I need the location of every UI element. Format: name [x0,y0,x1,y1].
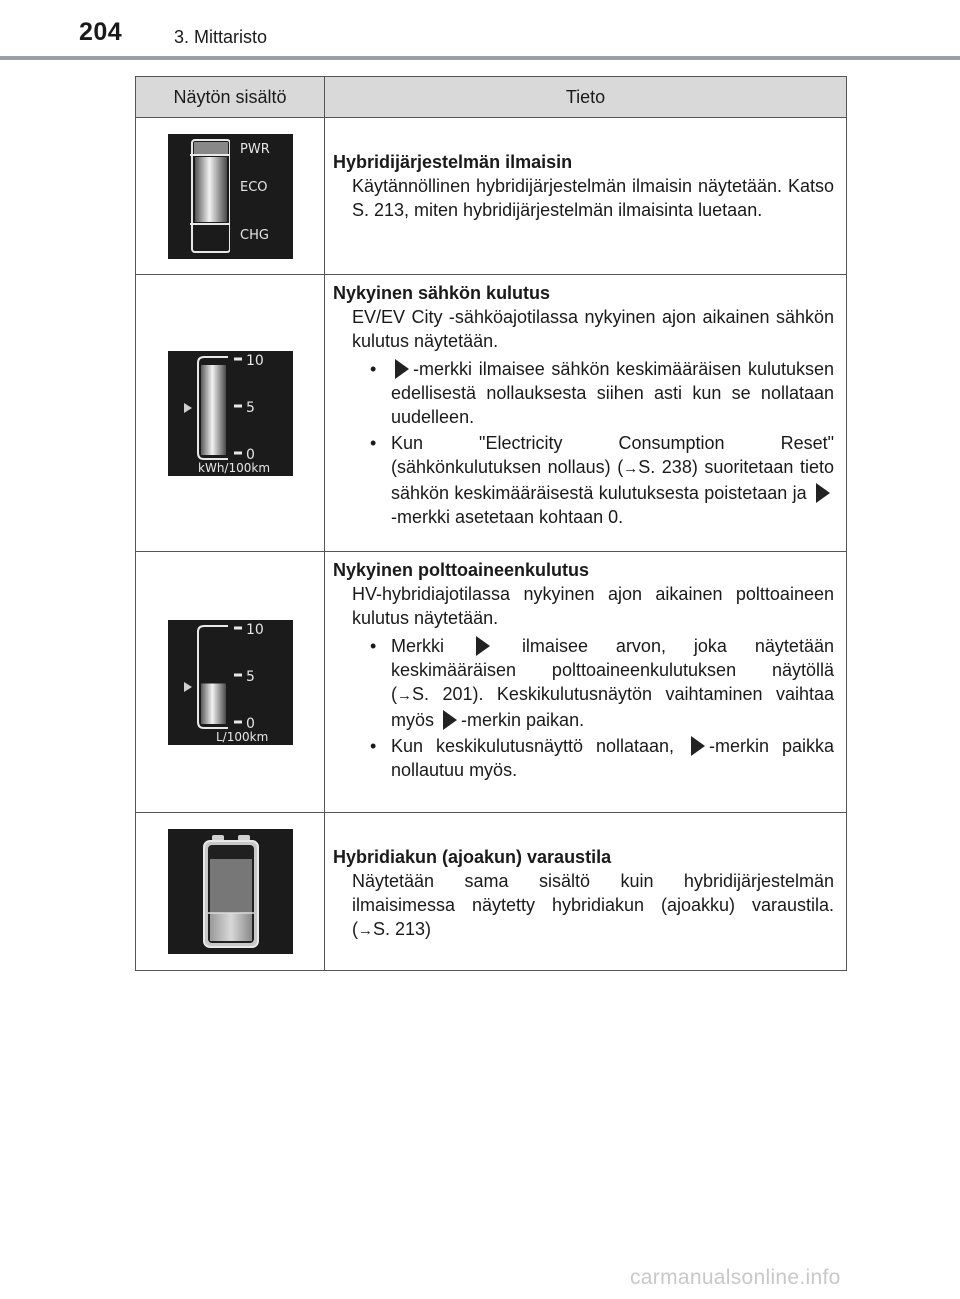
display-cell [136,813,325,971]
info-table [135,76,847,971]
row-body: HV-hybridiajotilassa nykyinen ajon aikainen polttoaineen kulutus näytetään. [352,584,834,628]
list-item: • Merkki ilmaisee arvon, joka näytetään keskimääräisen polttoaineenkulutuksen näytöllä (→S. 201). Keskikulutusnäytön vaihtaminen vaihtaa myös -merkin paikan. [370,634,834,732]
row-body: Käytännöllinen hybridijärjestelmän ilmaisin näytetään. Katso S. 213, miten hybridijärjestelmän ilmaisinta luetaan. [352,176,834,220]
header-rule [0,56,960,60]
info-cell [325,813,847,971]
tick-5: 5 [245,668,255,685]
marker-icon [184,682,192,692]
page-header [0,0,960,64]
col-info-header: Tieto [325,77,847,118]
unit-label: L/100km [215,729,268,744]
page-ref: S. 201 [412,684,473,704]
row-title: Nykyinen polttoaineenkulutus [333,560,590,580]
chg-label: CHG [239,227,269,243]
row-body: Näytetään sama sisältö kuin hybridijärjestelmän ilmaisimessa näytetty hybridiakun (ajoakku) varaustila. (→S. 213) [352,871,834,939]
page-ref: S. 213 [373,919,426,939]
table-row [136,275,847,552]
display-cell [136,275,325,552]
bullet-list [333,634,834,782]
tick-0: 0 [245,446,255,463]
marker-icon [691,736,705,756]
fuel-gauge-image [168,620,293,745]
info-cell [325,118,847,275]
table-header-row [136,77,847,118]
unit-label: kWh/100km [197,460,270,475]
row-body: EV/EV City -sähköajotilassa nykyinen ajon aikainen sähkön kulutus näytetään. [352,307,834,351]
list-item: • Kun "Electricity Consumption Reset" (sähkönkulutuksen nollaus) (→S. 238) suoritetaan tieto sähkön keskimääräisestä kulutuksesta poistetaan ja -merkki asetetaan kohtaan 0. [370,431,834,529]
tick-10: 10 [245,352,264,369]
row-title: Hybridijärjestelmän ilmaisin [333,152,573,172]
pwr-label: PWR [239,141,270,157]
list-item: • -merkki ilmaisee sähkön keskimääräisen kulutuksen edellisestä nollauksesta siihen asti kun se nollataan uudelleen. [370,357,834,429]
battery-image [168,829,293,954]
marker-icon [184,403,192,413]
marker-icon [395,359,409,379]
row-title: Hybridiakun (ajoakun) varaustila [333,847,612,867]
marker-icon [816,483,830,503]
chapter-title: 3. Mittaristo [174,27,268,47]
tick-10: 10 [245,621,264,638]
marker-icon [476,636,490,656]
watermark: carmanualsonline.info [630,1266,841,1289]
tick-5: 5 [245,399,255,416]
list-item: • Kun keskikulutusnäyttö nollataan, -merkin paikka nollautuu myös. [370,734,834,782]
table-row [136,552,847,813]
info-cell [325,552,847,813]
col-display-header: Näytön sisältö [136,77,325,118]
page-number: 204 [79,18,123,46]
table-row [136,813,847,971]
page-ref: S. 238 [638,457,692,477]
bullet-list [333,357,834,529]
display-cell [136,118,325,275]
marker-icon [443,710,457,730]
display-cell [136,552,325,813]
tick-0: 0 [245,715,255,732]
row-title: Nykyinen sähkön kulutus [333,283,551,303]
table-row [136,118,847,275]
hybrid-indicator-image [168,134,293,259]
eco-label: ECO [239,179,268,195]
info-cell [325,275,847,552]
electricity-gauge-image [168,351,293,476]
